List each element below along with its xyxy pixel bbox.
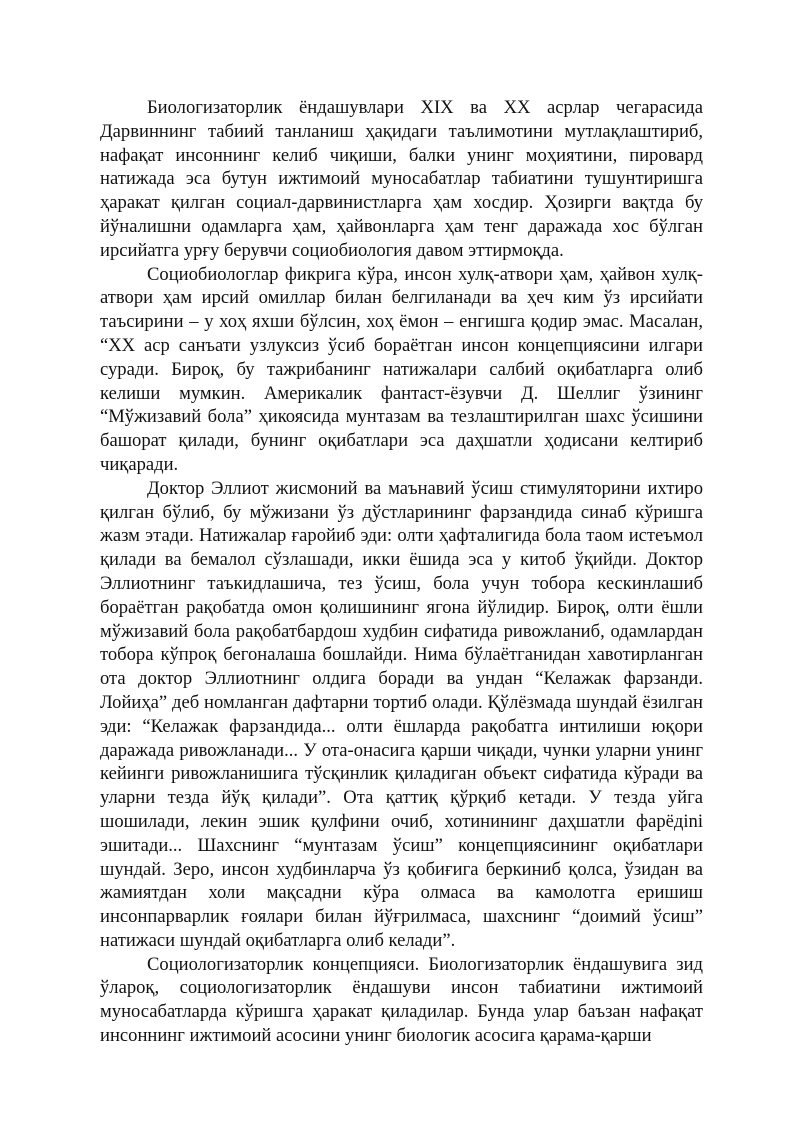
paragraph-sociologization: Социологизаторлик концепцияси. Биологизаторлик ёндашувига зид ўлароқ, социологизаторлик ёндашуви инсон табиатини ижтимоий муносабатларда кўришга ҳаракат қиладилар. Бунда улар баъзан нафақат инсоннинг ижтимоий асосини унинг биологик асосига қарама-қарши <box>100 953 703 1047</box>
paragraph-doctor-elliot: Доктор Эллиот жисмоний ва маънавий ўсиш стимуляторини ихтиро қилган бўлиб, бу мўжизани ўз дўстларининг фарзандида синаб кўришга жазм этади. Натижалар ғаройиб эди: олти ҳафталигида бола таом истеъмол қилади ва бемалол сўзлашади, икки ёшида эса у китоб ўқийди. Доктор Эллиотнинг таъкидлашича, тез ўсиш, бола учун тобора кескинлашиб бораётган рақобатда омон қолишининг ягона йўлидир. Бироқ, олти ёшли мўжизавий бола рақобатбардош худбин сифатида ривожланиб, одамлардан тобора кўпроқ бегоналаша бошлайди. Нима бўлаётганидан хавотирланган ота доктор Эллиотнинг олдига боради ва ундан “Келажак фарзанди. Лойиҳа” деб номланган дафтарни тортиб олади. Қўлёзмада шундай ёзилган эди: “Келажак фарзандида... олти ёшларда рақобатга интилиши юқори даражада ривожланади... У ота-онасига қарши чиқади, чунки уларни унинг кейинги ривожланишига тўсқинлик қиладиган объект сифатида кўради ва уларни тезда йўқ қилади”. Ота қаттиқ қўрқиб кетади. У тезда уйга шошилади, лекин эшик қулфини очиб, хотинининг даҳшатли фарёдіni эшитади... Шахснинг “мунтазам ўсиш” концепциясининг оқибатлари шундай. Зеро, инсон худбинларча ўз қобиғига беркиниб қолса, ўзидан ва жамиятдан холи мақсадни кўра олмаса ва камолотга еришиш инсонпарварлик ғоялари билан йўғрилмаса, шахснинг “доимий ўсиш” натижаси шундай оқибатларга олиб келади”. <box>100 477 703 951</box>
document-page <box>100 96 703 1048</box>
paragraph-biologization: Биологизаторлик ёндашувлари XIX ва XX асрлар чегарасида Дарвиннинг табиий танланиш ҳақидаги таълимотини мутлақлаштириб, нафақат инсоннинг келиб чиқиши, балки унинг моҳиятини, пировард натижада эса бутун ижтимоий муносабатлар табиатини тушунтиришга ҳаракат қилган социал-дарвинистларга ҳам хосдир. Ҳозирги вақтда бу йўналишни одамларга ҳам, ҳайвонларга ҳам тенг даражада хос бўлган ирсийатга урғу берувчи социобиология давом эттирмоқда. <box>100 97 703 261</box>
paragraph-sociobiologists: Социобиологлар фикрига кўра, инсон хулқ-атвори ҳам, ҳайвон хулқ-атвори ҳам ирсий омиллар билан белгиланади ва ҳеч ким ўз ирсийати таъсирини – у хоҳ яхши бўлсин, хоҳ ёмон – енгишга қодир эмас. Масалан, “XX аср санъати узлуксиз ўсиб бораётган инсон концепциясини илгари суради. Бироқ, бу тажрибанинг натижалари салбий оқибатларга олиб келиши мумкин. Америкалик фантаст-ёзувчи Д. Шеллиг ўзининг “Мўжизавий бола” ҳикоясида мунтазам ва тезлаштирилган шахс ўсишини башорат қилади, бунинг оқибатлари эса даҳшатли ҳодисани келтириб чиқаради. <box>100 263 703 475</box>
